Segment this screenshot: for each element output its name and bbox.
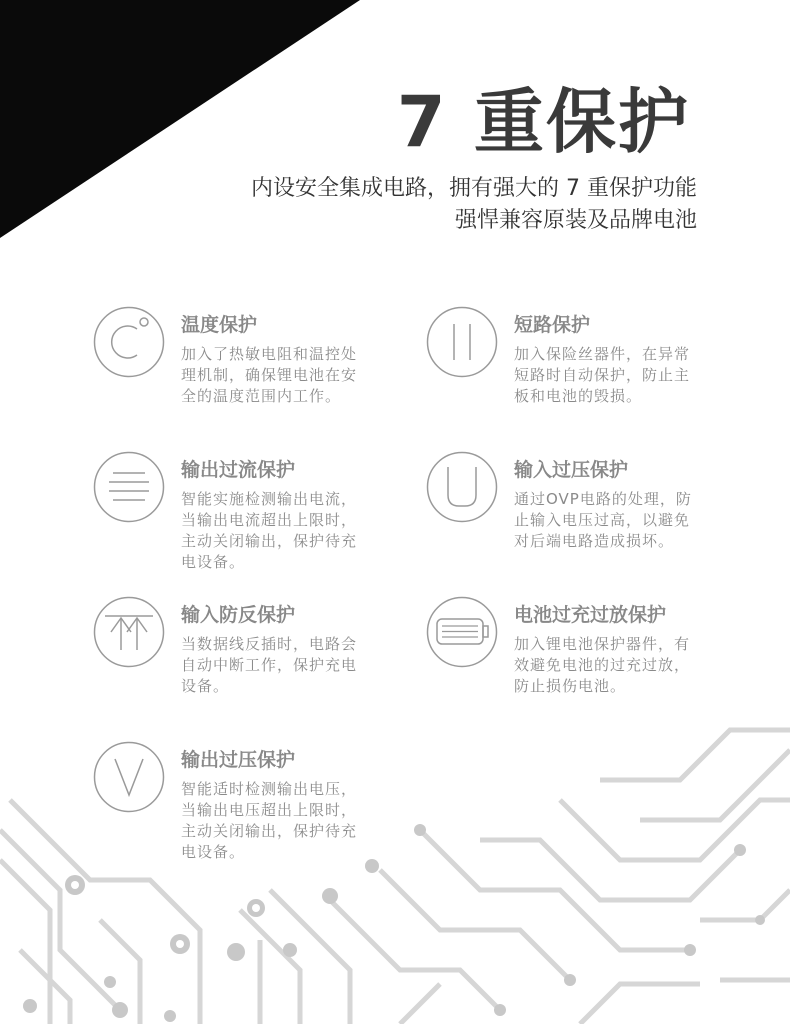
feature-battery-protection xyxy=(426,596,726,746)
feature-input-reverse-protection xyxy=(93,596,393,746)
feature-title: 电池过充过放保护 xyxy=(514,604,667,626)
feature-input-overvoltage-protection xyxy=(426,451,726,601)
feature-output-overcurrent-protection xyxy=(93,451,393,601)
feature-description: 智能实施检测输出电流，当输出电流超出上限时，主动关闭输出，保护待充电设备。 xyxy=(181,490,358,571)
feature-title: 输出过流保护 xyxy=(181,459,296,481)
feature-description: 当数据线反插时，电路会自动中断工作，保护充电设备。 xyxy=(181,635,358,695)
feature-title: 输入防反保护 xyxy=(181,604,296,626)
horizontal-lines-icon xyxy=(93,451,165,523)
battery-icon xyxy=(426,596,498,668)
feature-description: 智能适时检测输出电压，当输出电压超出上限时，主动关闭输出，保护待充电设备。 xyxy=(181,780,358,861)
feature-title: 短路保护 xyxy=(514,314,591,336)
thermometer-celsius-icon xyxy=(93,306,165,378)
feature-title: 温度保护 xyxy=(181,314,258,336)
black-corner-triangle xyxy=(0,0,360,240)
u-shape-icon xyxy=(426,451,498,523)
page-title: 7 重保护 xyxy=(396,81,690,163)
feature-description: 加入锂电池保护器件，有效避免电池的过充过放，防止损伤电池。 xyxy=(514,635,691,695)
short-circuit-icon xyxy=(426,306,498,378)
v-shape-icon xyxy=(93,741,165,813)
feature-description: 通过OVP电路的处理，防止输入电压过高，以避免对后端电路造成损坏。 xyxy=(514,490,692,550)
feature-description: 加入保险丝器件，在异常短路时自动保护，防止主板和电池的毁损。 xyxy=(514,345,691,405)
feature-title: 输入过压保护 xyxy=(514,459,629,481)
feature-temperature-protection xyxy=(93,306,393,456)
feature-output-overvoltage-protection xyxy=(93,741,393,891)
subtitle-line-2: 强悍兼容原装及品牌电池 xyxy=(454,208,697,233)
up-arrows-icon xyxy=(93,596,165,668)
feature-short-circuit-protection xyxy=(426,306,726,456)
feature-title: 输出过压保护 xyxy=(181,749,296,771)
subtitle-line-1: 内设安全集成电路，拥有强大的 7 重保护功能 xyxy=(251,176,697,201)
feature-description: 加入了热敏电阻和温控处理机制，确保锂电池在安全的温度范围内工作。 xyxy=(181,345,358,405)
